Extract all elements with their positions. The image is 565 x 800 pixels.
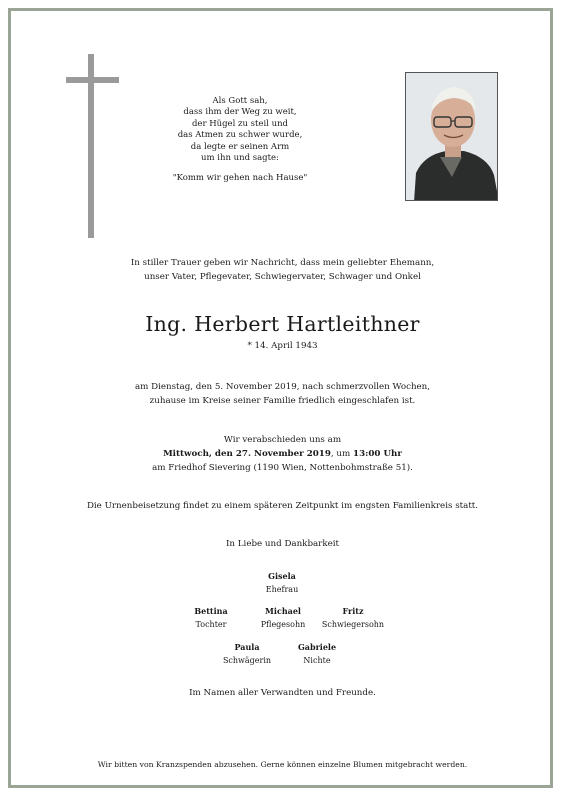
farewell-datetime: [0, 447, 565, 461]
mourner-name: Gabriele: [297, 642, 337, 652]
mourner-role: Schwiegersohn: [321, 620, 385, 629]
farewell-intro: Wir verabschieden uns am: [223, 435, 342, 445]
mourner-name: Fritz: [342, 606, 364, 616]
portrait-photo: [405, 72, 498, 201]
memorial-cross-bar: [66, 77, 119, 83]
footer-note: Wir bitten von Kranzspenden abzusehen. Gerne können einzelne Blumen mitgebracht werden.: [97, 760, 468, 769]
poem-quote: "Komm wir gehen nach Hause": [172, 173, 308, 184]
urn-notice: Die Urnenbeisetzung findet zu einem späteren Zeitpunkt im engsten Familienkreis statt.: [86, 501, 479, 511]
poem-line: das Atmen zu schwer wurde,: [177, 130, 303, 141]
death-line: am Dienstag, den 5. November 2019, nach schmerzvollen Wochen,: [134, 382, 431, 392]
farewell-mid: , um: [330, 449, 354, 459]
poem-line: da legte er seinen Arm: [190, 141, 290, 152]
announcement-line: In stiller Trauer geben wir Nachricht, dass mein geliebter Ehemann,: [130, 258, 435, 268]
portrait-illustration: [406, 73, 498, 201]
mourner-name: Gisela: [268, 571, 296, 581]
mourner: [272, 641, 362, 667]
poem-line: dass ihm der Weg zu weit,: [183, 107, 297, 118]
announcement: [0, 256, 565, 284]
farewell-date: Mittwoch, den 27. November 2019: [163, 449, 331, 459]
announcement-line: unser Vater, Pflegevater, Schwiegervater, Schwager und Onkel: [144, 272, 421, 282]
farewell: [0, 433, 565, 475]
deceased-name: Ing. Herbert Hartleithner: [145, 312, 420, 336]
poem-line: um ihn und sagte:: [201, 153, 279, 164]
mourner-role: Nichte: [303, 656, 331, 665]
poem: [170, 96, 310, 185]
mourner-name: Michael: [265, 606, 301, 616]
poem-line: der Hügel zu steil und: [191, 118, 288, 129]
mourner: [237, 570, 327, 596]
mourner-role: Pflegesohn: [260, 620, 306, 629]
mourner-role: Schwägerin: [222, 656, 272, 665]
mourner-role: Tochter: [195, 620, 227, 629]
mourner: [308, 605, 398, 631]
poem-line: Als Gott sah,: [212, 96, 268, 106]
mourner-name: Bettina: [194, 606, 228, 616]
farewell-place: am Friedhof Sievering (1190 Wien, Nottenbohmstraße 51).: [152, 463, 413, 473]
death-line: zuhause im Kreise seiner Familie friedlich eingeschlafen ist.: [149, 396, 416, 406]
relatives-line: Im Namen aller Verwandten und Freunde.: [189, 688, 376, 698]
love-line: In Liebe und Dankbarkeit: [225, 539, 340, 549]
farewell-time: 13:00 Uhr: [353, 449, 402, 459]
mourner-role: Ehefrau: [265, 585, 299, 594]
mourner-name: Paula: [234, 642, 260, 652]
death-notice: [0, 380, 565, 408]
birth-date: * 14. April 1943: [247, 341, 318, 351]
